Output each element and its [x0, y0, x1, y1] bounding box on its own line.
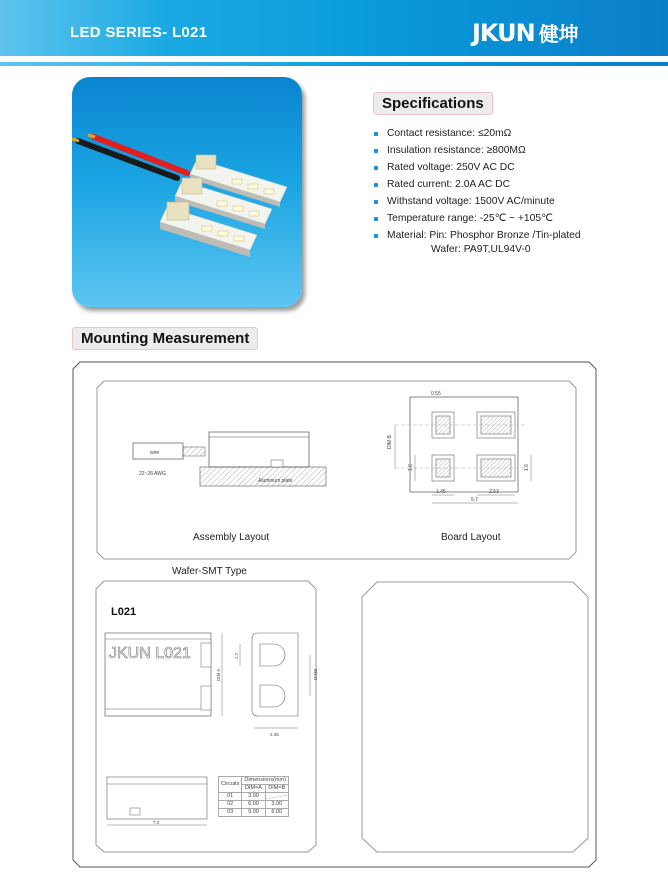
- logo-chinese: 健坤: [538, 24, 579, 46]
- cell-dim-b: [265, 793, 288, 801]
- cell-circuits: 03: [219, 809, 242, 817]
- wafer-top-drawing: [100, 625, 330, 740]
- dim-label: 5.7: [471, 497, 478, 503]
- table-row: [219, 809, 289, 817]
- empty-panel: [362, 582, 588, 852]
- col-dimensions: Dimensions(mm): [242, 777, 289, 785]
- dim-label: 1.6: [524, 464, 530, 471]
- assembly-layout-drawing: [100, 420, 340, 500]
- board-layout-drawing: [385, 385, 535, 515]
- wafer-marking: JKUN L021: [109, 645, 191, 662]
- cell-dim-a: 9.00: [242, 809, 265, 817]
- col-circuits: Circuits: [219, 777, 242, 793]
- assembly-layout-caption: Assembly Layout: [193, 532, 270, 543]
- dim-70-label: 7.0: [153, 820, 160, 825]
- cell-circuits: 01: [219, 793, 242, 801]
- dim-17-label: 1.7: [234, 652, 239, 659]
- cell-dim-a: 6.00: [242, 801, 265, 809]
- mounting-heading: Mounting Measurement: [72, 327, 258, 350]
- dim-label: 0.55: [431, 391, 441, 397]
- spec-item: Withstand voltage: 1500V AC/minute: [373, 193, 581, 210]
- col-dim-b: DIM=B: [265, 785, 288, 793]
- table-row: [219, 801, 289, 809]
- spec-item: Rated voltage: 250V AC DC: [373, 159, 581, 176]
- cell-dim-a: 3.00: [242, 793, 265, 801]
- table-row: [219, 793, 289, 801]
- dim-a-label: DIM A: [216, 668, 221, 681]
- dim-label: 2.53: [489, 489, 499, 495]
- cell-dim-b: 6.00: [265, 809, 288, 817]
- spec-item: Rated current: 2.0A AC DC: [373, 176, 581, 193]
- series-title: LED SERIES- L021: [70, 24, 208, 41]
- model-label: L021: [111, 606, 137, 618]
- spec-material-wafer: Wafer: PA9T,UL94V-0: [431, 244, 531, 255]
- dim-label: 1.45: [436, 489, 446, 495]
- spec-item: Temperature range: -25℃ ~ +105℃: [373, 210, 581, 227]
- wire-label: wire: [150, 450, 160, 456]
- dim-245-label: 2.45: [270, 732, 279, 737]
- cell-circuits: 02: [219, 801, 242, 809]
- col-dim-a: DIM=A: [242, 785, 265, 793]
- spec-item: Insulation resistance: ≥800MΩ: [373, 142, 581, 159]
- dim-label: DIM B: [387, 435, 393, 449]
- cell-dim-b: 3.00: [265, 801, 288, 809]
- plate-label: Aluminum plate: [258, 478, 293, 484]
- wafer-smt-caption: Wafer-SMT Type: [172, 566, 247, 577]
- board-layout-caption: Board Layout: [441, 532, 501, 543]
- spec-item: Material: Pin: Phosphor Bronze /Tin-plated: [373, 227, 581, 244]
- spec-item: Contact resistance: ≤20mΩ: [373, 125, 581, 142]
- awg-label: 22~26 AWG: [139, 471, 166, 477]
- wafer-front-drawing: [100, 770, 215, 830]
- logo-latin: JKUN: [472, 18, 535, 47]
- dim-b-label: DIMB: [313, 668, 318, 680]
- specifications-heading: Specifications: [373, 92, 493, 115]
- dim-label: 1.6: [408, 464, 414, 471]
- dimensions-table: [218, 776, 289, 817]
